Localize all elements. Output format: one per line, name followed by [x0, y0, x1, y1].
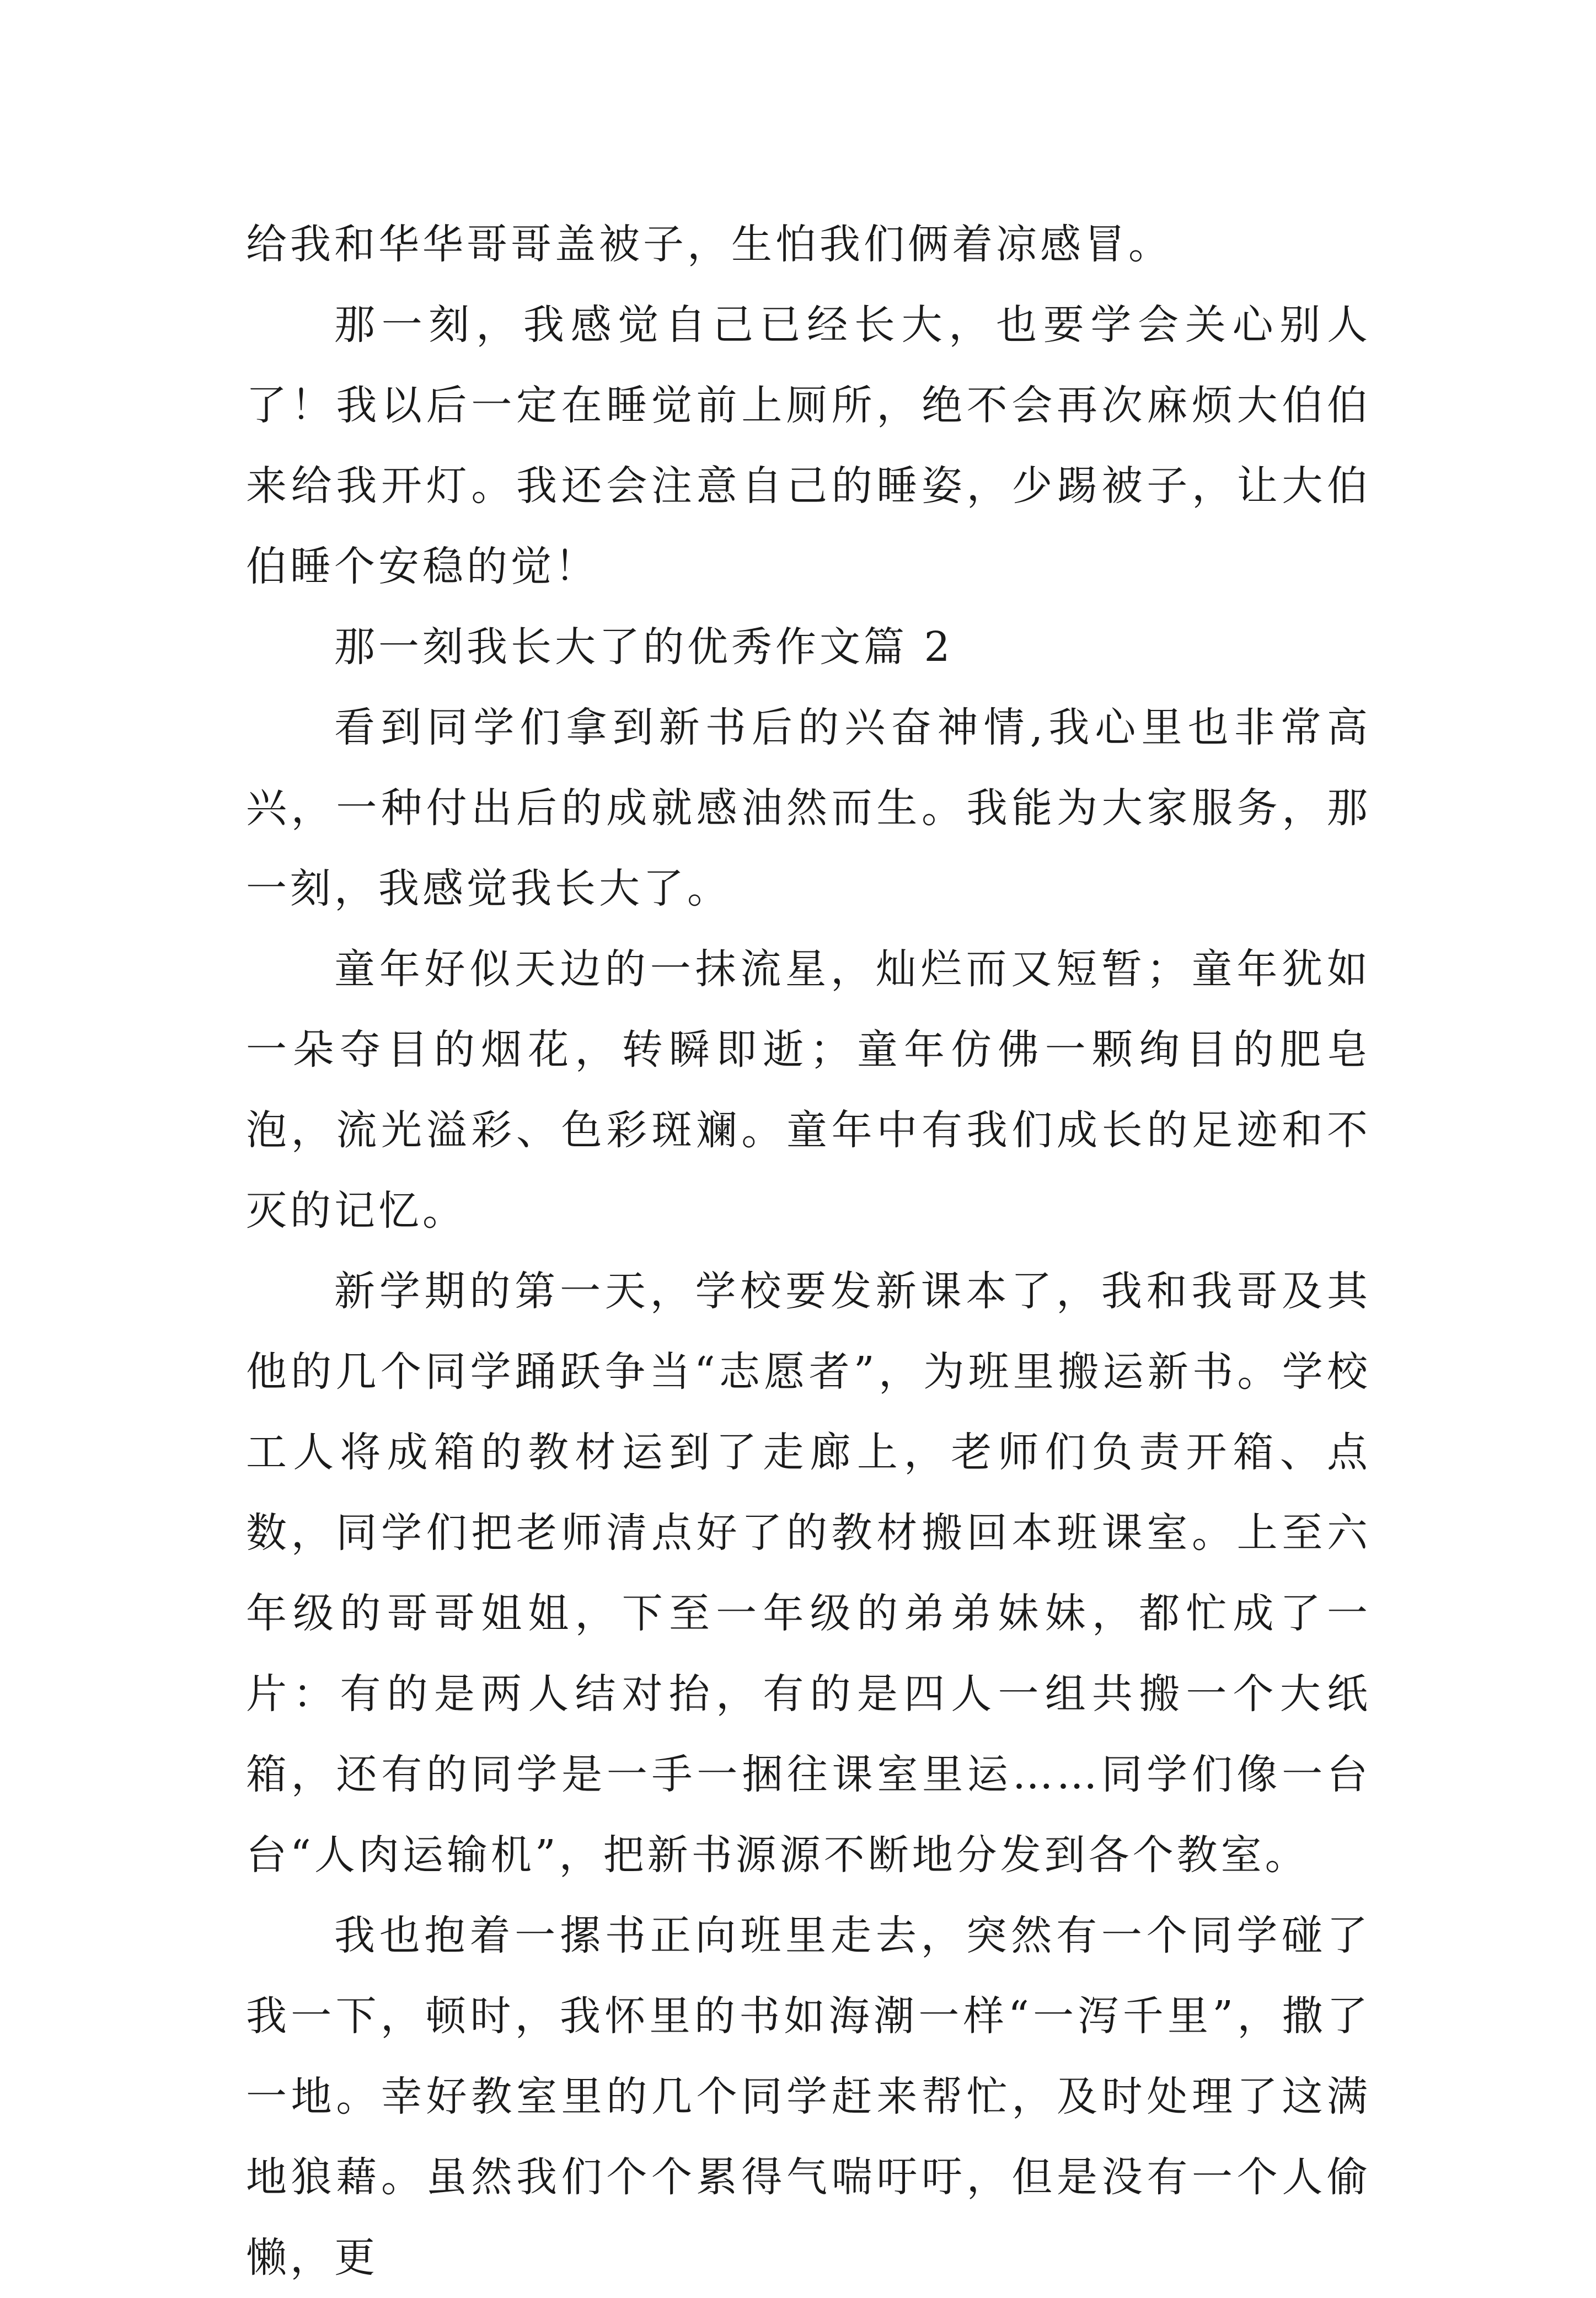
section-heading: 那一刻我长大了的优秀作文篇 2: [334, 623, 954, 671]
paragraph: 新学期的第一天，学校要发新课本了，我和我哥及其他的几个同学踊跃争当“志愿者”，为班里搬运新书。学校工人将成箱的教材运到了走廊上，老师们负责开箱、点数，同学们把老师清点好了的教材搬回本班课室。上至六年级的哥哥姐姐，下至一年级的弟弟妹妹，都忙成了一片：有的是两人结对抬，有的是四人一组共搬一个大纸箱，还有的同学是一手一捆往课室里运……同学们像一台台“人肉运输机”，把新书源源不断地分发到各个教室。: [246, 1268, 1371, 1879]
paragraph: 看到同学们拿到新书后的兴奋神情,我心里也非常高兴，一种付出后的成就感油然而生。我能为大家服务，那一刻，我感觉我长大了。: [246, 704, 1371, 912]
document-body: [246, 204, 1371, 2298]
paragraph: 我也抱着一摞书正向班里走去，突然有一个同学碰了我一下，顿时，我怀里的书如海潮一样“一泻千里”，撒了一地。幸好教室里的几个同学赶来帮忙，及时处理了这满地狼藉。虽然我们个个累得气喘吁吁，但是没有一个人偷懒，更: [246, 1912, 1371, 2281]
paragraph-continued: 给我和华华哥哥盖被子，生怕我们俩着凉感冒。: [246, 221, 1172, 268]
paragraph: 那一刻，我感觉自己已经长大，也要学会关心别人了！我以后一定在睡觉前上厕所，绝不会再次麻烦大伯伯来给我开灯。我还会注意自己的睡姿，少踢被子，让大伯伯睡个安稳的觉！: [246, 301, 1371, 590]
paragraph: 童年好似天边的一抹流星，灿烂而又短暂；童年犹如一朵夺目的烟花，转瞬即逝；童年仿佛一颗绚目的肥皂泡，流光溢彩、色彩斑斓。童年中有我们成长的足迹和不灭的记忆。: [246, 945, 1371, 1234]
